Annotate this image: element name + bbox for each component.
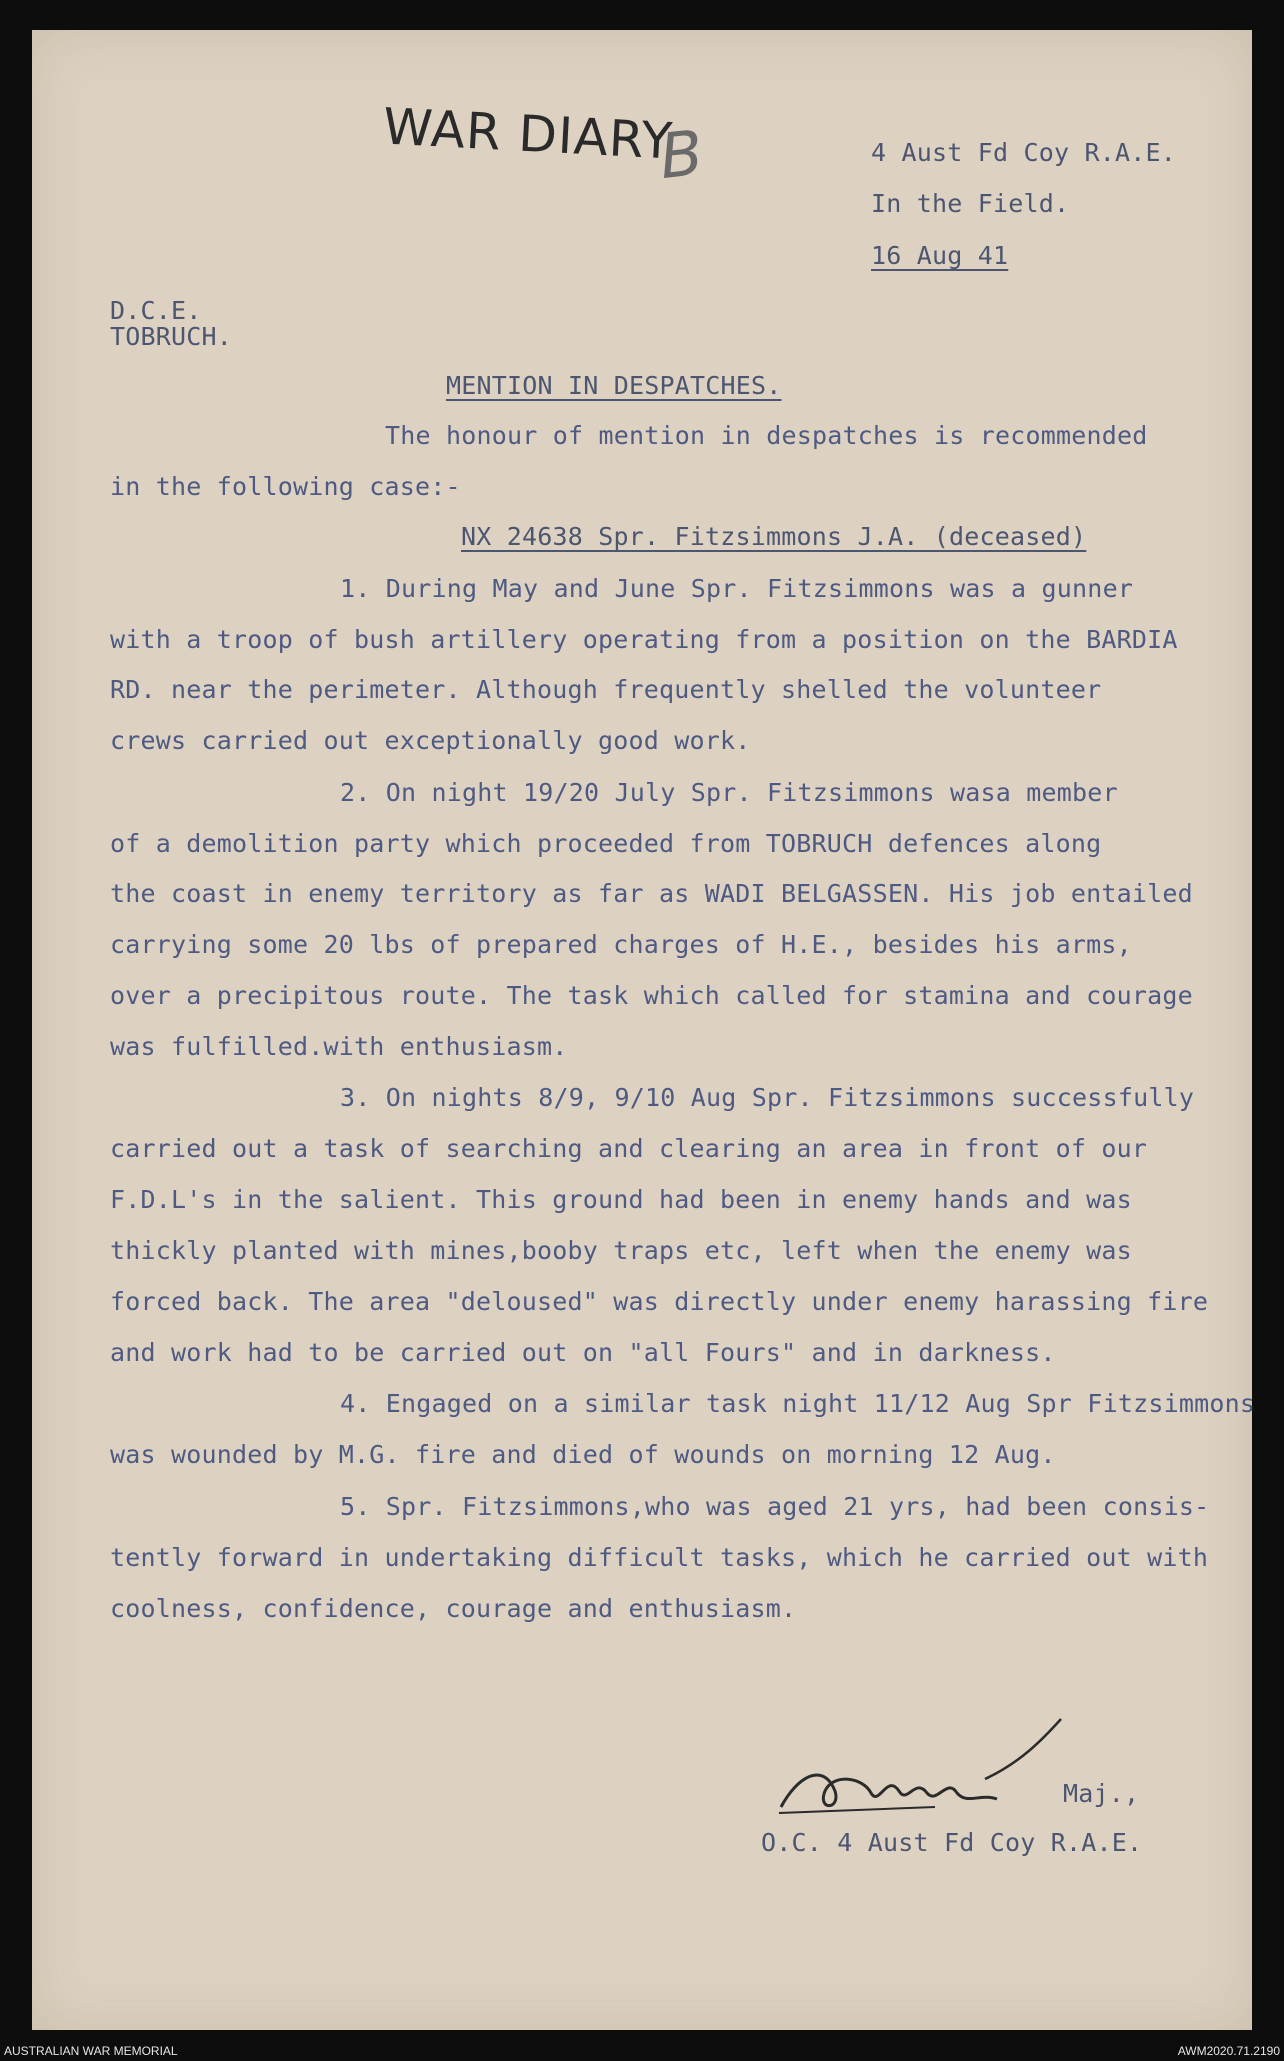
- signature-title: O.C. 4 Aust Fd Coy R.A.E.: [761, 1828, 1143, 1857]
- para3-line-3: F.D.L's in the salient. This ground had been in enemy hands and was: [110, 1185, 1132, 1214]
- unit-header: 4 Aust Fd Coy R.A.E.: [871, 138, 1177, 167]
- para3-line-1: 3. On nights 8/9, 9/10 Aug Spr. Fitzsimmons successfully: [340, 1083, 1195, 1112]
- para4-line-2: was wounded by M.G. fire and died of wounds on morning 12 Aug.: [110, 1440, 1056, 1469]
- para1-line-3: RD. near the perimeter. Although frequently shelled the volunteer: [110, 675, 1102, 704]
- para3-line-5: forced back. The area "deloused" was directly under enemy harassing fire: [110, 1287, 1209, 1316]
- para1-line-2: with a troop of bush artillery operating from a position on the BARDIA: [110, 625, 1178, 654]
- case-name: NX 24638 Spr. Fitzsimmons J.A. (deceased): [461, 522, 1087, 551]
- signature-name: [775, 1715, 778, 1716]
- signature-scrawl: [775, 1715, 1075, 1825]
- location-header: In the Field.: [871, 189, 1070, 218]
- addressee-line-2: TOBRUCH.: [110, 322, 233, 351]
- para3-line-4: thickly planted with mines,booby traps etc, left when the enemy was: [110, 1236, 1132, 1265]
- para2-line-5: over a precipitous route. The task which called for stamina and courage: [110, 981, 1193, 1010]
- para2-line-4: carrying some 20 lbs of prepared charges of H.E., besides his arms,: [110, 930, 1132, 959]
- handwritten-title: WAR DIARY: [381, 97, 675, 171]
- addressee-line-1: D.C.E.: [110, 296, 202, 325]
- para5-line-2: tently forward in undertaking difficult tasks, which he carried out with: [110, 1543, 1209, 1572]
- para3-line-2: carried out a task of searching and clearing an area in front of our: [110, 1134, 1148, 1163]
- signature: [775, 1715, 1075, 1825]
- para3-line-6: and work had to be carried out on "all Fours" and in darkness.: [110, 1338, 1056, 1367]
- date-header: 16 Aug 41: [871, 241, 1009, 270]
- para1-line-4: crews carried out exceptionally good work.: [110, 726, 751, 755]
- para2-line-1: 2. On night 19/20 July Spr. Fitzsimmons wasa member: [340, 778, 1118, 807]
- para5-line-3: coolness, confidence, courage and enthusiasm.: [110, 1594, 797, 1623]
- footer-accession-number: AWM2020.71.2190: [1177, 2044, 1280, 2058]
- intro-line-2: in the following case:-: [110, 472, 461, 501]
- handwritten-initials: B: [656, 115, 707, 194]
- para5-line-1: 5. Spr. Fitzsimmons,who was aged 21 yrs, had been consis-: [340, 1492, 1210, 1521]
- intro-line-1: The honour of mention in despatches is recommended: [385, 421, 1148, 450]
- subject-heading: MENTION IN DESPATCHES.: [446, 371, 782, 400]
- signature-rank: Maj.,: [1063, 1779, 1140, 1808]
- para1-line-1: 1. During May and June Spr. Fitzsimmons was a gunner: [340, 574, 1134, 603]
- para4-line-1: 4. Engaged on a similar task night 11/12 Aug Spr Fitzsimmons: [340, 1389, 1256, 1418]
- para2-line-2: of a demolition party which proceeded from TOBRUCH defences along: [110, 829, 1102, 858]
- footer-institution: AUSTRALIAN WAR MEMORIAL: [4, 2044, 178, 2058]
- para2-line-6: was fulfilled.with enthusiasm.: [110, 1032, 568, 1061]
- para2-line-3: the coast in enemy territory as far as WADI BELGASSEN. His job entailed: [110, 879, 1193, 908]
